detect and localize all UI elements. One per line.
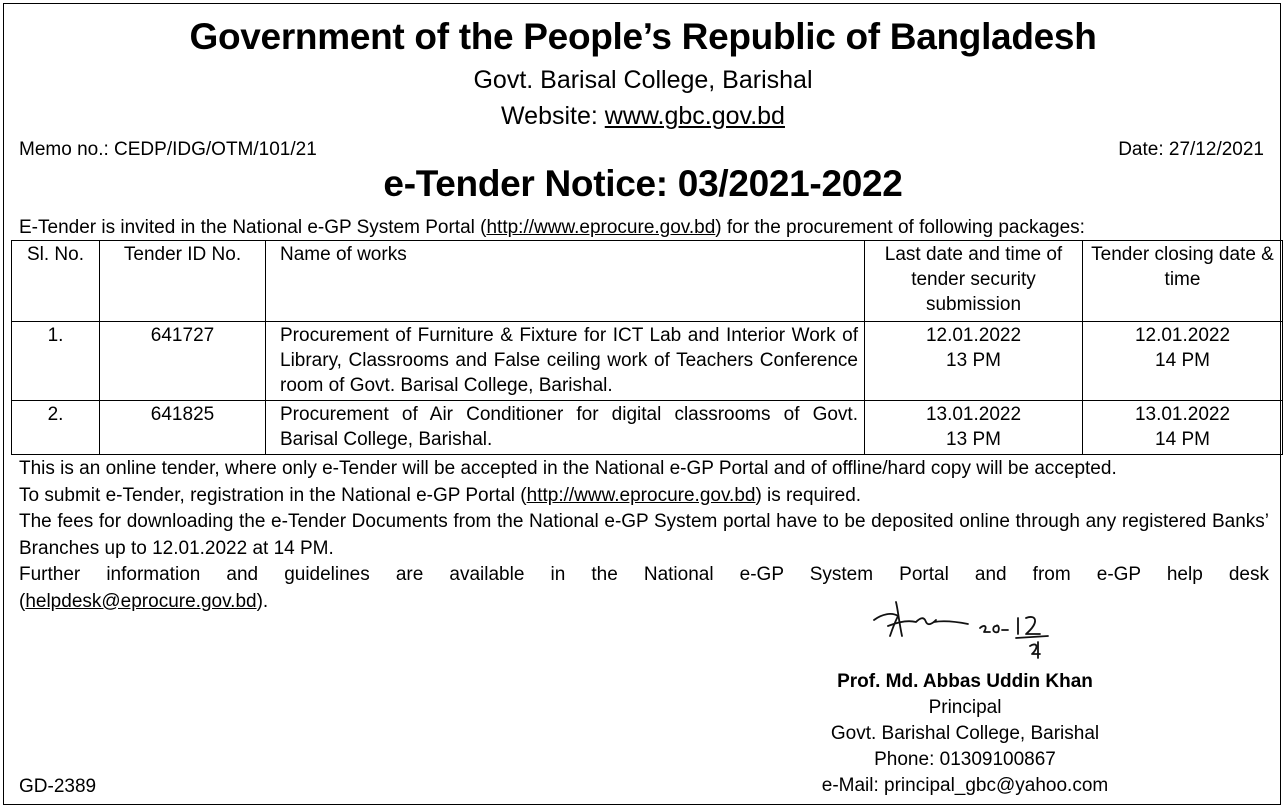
header-closing-date: Tender closing date & time (1083, 241, 1283, 322)
intro-text (19, 217, 1085, 239)
notice-date: Date: 27/12/2021 (1118, 139, 1264, 160)
security-time: 13 PM (946, 429, 1001, 450)
signatory-phone: Phone: 01309100867 (874, 749, 1056, 770)
closing-time: 14 PM (1155, 429, 1210, 450)
note-registration-after: ) is required. (755, 484, 862, 506)
table-header-row (12, 241, 1283, 322)
note-registration (19, 483, 1269, 510)
note-online-tender: This is an online tender, where only e-Tender will be accepted in the National e-GP Portal and of offline/hard copy will be accepted. (19, 458, 1117, 479)
helpdesk-open: ( (19, 590, 26, 612)
college-name: Govt. Barisal College, Barishal (473, 66, 813, 94)
note-helpdesk (19, 589, 1269, 616)
signatory-name: Prof. Md. Abbas Uddin Khan (837, 671, 1093, 692)
note-registration-before: To submit e-Tender, registration in the National e-GP Portal ( (19, 484, 527, 506)
closing-time: 14 PM (1155, 350, 1210, 371)
row-closing (1083, 322, 1283, 401)
row-sl-no: 2. (12, 401, 100, 455)
signatory-email: e-Mail: principal_gbc@yahoo.com (821, 775, 1109, 796)
government-heading: Government of the People’s Republic of Bangladesh (189, 16, 1097, 57)
gd-code: GD-2389 (19, 776, 97, 797)
header-security-submission: Last date and time of tender security submission (865, 241, 1083, 322)
security-date: 12.01.2022 (925, 325, 1022, 346)
closing-date: 12.01.2022 (1134, 325, 1231, 346)
row-tender-id: 641727 (100, 322, 266, 401)
eprocure-link[interactable]: http://www.eprocure.gov.bd (486, 217, 716, 238)
header-sl-no: Sl. No. (12, 241, 100, 322)
header-name-of-works: Name of works (266, 241, 865, 322)
security-date: 13.01.2022 (925, 404, 1022, 425)
row-security-submission (865, 401, 1083, 455)
note-fees: The fees for downloading the e-Tender Documents from the National e-GP System portal have to be deposited online through any registered Banks’ Branches up to 12.01.2022 at 14 PM. (19, 511, 1269, 559)
eprocure-link[interactable]: http://www.eprocure.gov.bd (526, 484, 756, 506)
website-link[interactable]: www.gbc.gov.bd (604, 102, 785, 130)
notes-section (19, 456, 1269, 615)
row-sl-no: 1. (12, 322, 100, 401)
handwritten-signature (868, 596, 1078, 666)
website-line (0, 102, 1286, 131)
signatory-designation: Principal (928, 697, 1002, 718)
table-row (12, 401, 1283, 455)
note-further-info: Further information and guidelines are available in the National e-GP System Portal and from e-GP help desk (19, 564, 1269, 585)
intro-after: ) for the procurement of following packages: (715, 217, 1085, 238)
notice-title: e-Tender Notice: 03/2021-2022 (383, 163, 903, 204)
intro-before: E-Tender is invited in the National e-GP System Portal ( (19, 217, 487, 238)
row-security-submission (865, 322, 1083, 401)
row-name-of-works: Procurement of Air Conditioner for digital classrooms of Govt. Barisal College, Barishal. (266, 401, 865, 455)
tender-table (11, 240, 1283, 455)
table-row (12, 322, 1283, 401)
closing-date: 13.01.2022 (1134, 404, 1231, 425)
helpdesk-close: ). (256, 590, 269, 612)
security-time: 13 PM (946, 350, 1001, 371)
memo-number: Memo no.: CEDP/IDG/OTM/101/21 (19, 139, 317, 160)
header-tender-id: Tender ID No. (100, 241, 266, 322)
signatory-institution: Govt. Barishal College, Barishal (830, 723, 1100, 744)
website-label: Website: (501, 102, 605, 130)
signatory-block (800, 669, 1130, 799)
row-tender-id: 641825 (100, 401, 266, 455)
row-closing (1083, 401, 1283, 455)
row-name-of-works: Procurement of Furniture & Fixture for ICT Lab and Interior Work of Library, Classrooms and False ceiling work of Teachers Conference room of Govt. Barisal College, Barishal. (266, 322, 865, 401)
helpdesk-email-link[interactable]: helpdesk@eprocure.gov.bd (25, 590, 257, 612)
